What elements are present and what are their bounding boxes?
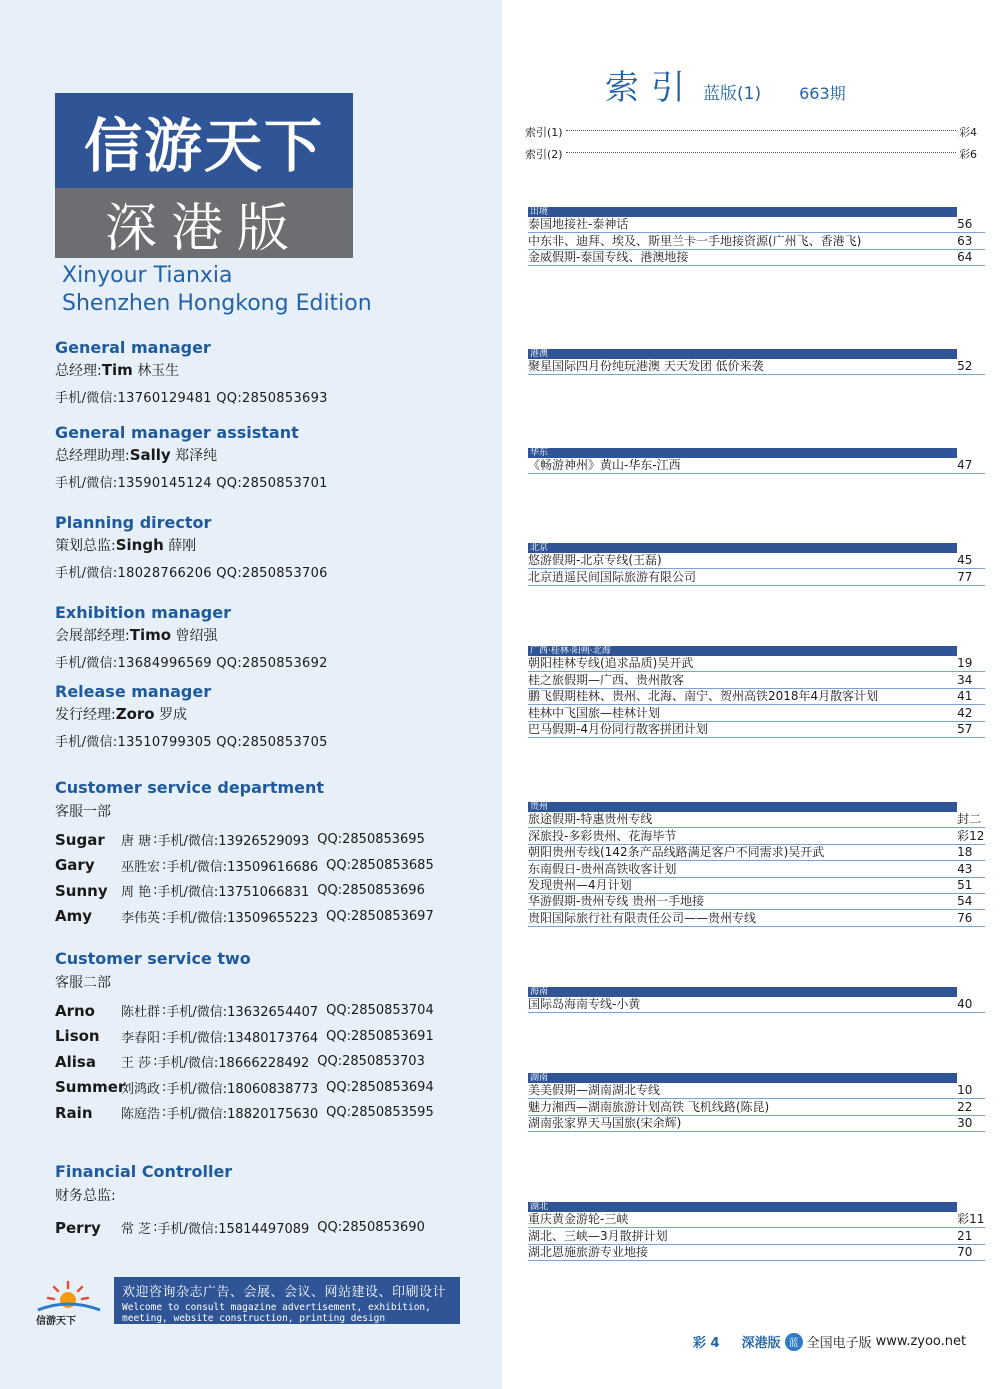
section-header: 贵州 xyxy=(528,802,957,812)
role-contact: 手机/微信:13684996569 QQ:2850853692 xyxy=(55,656,328,671)
index-row[interactable]: 泰国地接社-泰神话 56 xyxy=(528,217,985,233)
blue-badge-icon: 蓝 xyxy=(785,1333,803,1351)
index-row[interactable]: 悠游假期-北京专线(王磊) 45 xyxy=(528,553,985,569)
section-header: 出境 xyxy=(528,207,957,217)
cs-list xyxy=(55,1215,425,1241)
staff-general-manager xyxy=(55,338,328,406)
role-contact: 手机/微信:13760129481 QQ:2850853693 xyxy=(55,391,328,406)
staff-exhibition-manager xyxy=(55,603,328,671)
cs-member: Arno 陈杜群 : 手机/微信:13632654407 QQ:2850853704 xyxy=(55,1001,434,1021)
cs-title: Customer service department xyxy=(55,778,325,797)
index-row[interactable]: 金威假期-泰国专线、港澳地接 64 xyxy=(528,250,985,266)
brand-title-en: Xinyour Tianxia xyxy=(62,263,233,288)
brand-english xyxy=(62,262,372,318)
index-row[interactable]: 美美假期—湖南湖北专线 10 xyxy=(528,1083,985,1099)
section-guangxi xyxy=(528,646,985,738)
cs-sub: 财务总监: xyxy=(55,1188,116,1204)
role-cn: 发行经理:Zoro 罗成 xyxy=(55,705,188,723)
page-footer xyxy=(693,1332,966,1351)
role-en: General manager assistant xyxy=(55,423,299,442)
brand-edition-en: Shenzhen Hongkong Edition xyxy=(62,291,372,316)
staff-planning-director xyxy=(55,513,328,581)
cs-member: Perry 常 芝 : 手机/微信:15814497089 QQ:2850853690 xyxy=(55,1218,425,1238)
index-row[interactable]: 发现贵州—4月计划 51 xyxy=(528,878,985,894)
customer-service-one xyxy=(55,778,434,929)
cs-list xyxy=(55,827,434,929)
section-guizhou xyxy=(528,802,985,927)
index-row[interactable]: 北京逍遥民间国际旅游有限公司 77 xyxy=(528,569,985,585)
cs-member: Rain 陈庭浩 : 手机/微信:18820175630 QQ:2850853595 xyxy=(55,1103,434,1123)
role-cn: 会展部经理:Timo 曾绍强 xyxy=(55,626,218,644)
financial-controller xyxy=(55,1162,425,1241)
page-number: 彩 4 xyxy=(693,1336,720,1351)
section-hk-macau xyxy=(528,349,985,375)
index-issue: 663期 xyxy=(799,84,846,103)
index-row[interactable]: 东南假日-贵州高铁收客计划 43 xyxy=(528,861,985,877)
cs-sub: 客服二部 xyxy=(55,975,111,991)
index-title: 索引 xyxy=(605,68,697,108)
cs-sub: 客服一部 xyxy=(55,804,111,820)
role-cn: 总经理助理:Sally 郑泽纯 xyxy=(55,446,218,464)
section-header: 广西·桂林·阳朔·北海 xyxy=(528,646,957,656)
cs-title: Customer service two xyxy=(55,949,251,968)
footer-cn: 欢迎咨询杂志广告、会展、会议、网站建设、印刷设计 xyxy=(122,1285,447,1300)
index-row[interactable]: 深旅投-多彩贵州、花海毕节 彩12 xyxy=(528,828,985,843)
index-row[interactable]: 湖北恩施旅游专业地接 70 xyxy=(528,1245,985,1261)
cs-list xyxy=(55,998,434,1126)
cs-member: Alisa 王 莎 : 手机/微信:18666228492 QQ:2850853703 xyxy=(55,1052,425,1072)
footer-edition: 深港版 xyxy=(741,1336,781,1351)
index-row[interactable]: 旅途假期-特惠贵州专线 封二 xyxy=(528,812,985,828)
customer-service-two xyxy=(55,949,434,1126)
index-row[interactable]: 朝阳桂林专线(追求品质)吴开武 19 xyxy=(528,656,985,672)
footer-logo-text: 信游天下 xyxy=(36,1316,76,1327)
index-row[interactable]: 桂之旅假期—广西、贵州散客 34 xyxy=(528,672,985,688)
role-contact: 手机/微信:13590145124 QQ:2850853701 xyxy=(55,476,328,491)
brand-logo xyxy=(55,93,353,258)
role-cn: 总经理:Tim 林玉生 xyxy=(55,361,180,379)
role-cn: 策划总监:Singh 薛刚 xyxy=(55,536,197,554)
role-en: General manager xyxy=(55,338,211,357)
footer-logo xyxy=(30,1278,110,1328)
index-toc xyxy=(525,121,977,165)
index-edition: 蓝版(1) xyxy=(703,84,762,104)
section-header: 北京 xyxy=(528,543,957,553)
website-link[interactable]: www.zyoo.net xyxy=(875,1334,967,1349)
section-outbound xyxy=(528,207,985,266)
e-edition-label: 全国电子版 xyxy=(806,1336,872,1351)
index-header xyxy=(605,60,846,109)
index-row[interactable]: 贵阳国际旅行社有限责任公司——贵州专线 76 xyxy=(528,910,985,926)
cs-member: Gary 巫胜宏 : 手机/微信:13509616686 QQ:2850853685 xyxy=(55,856,434,875)
section-hunan xyxy=(528,1073,985,1132)
section-header: 湖南 xyxy=(528,1073,957,1083)
staff-release-manager xyxy=(55,682,328,750)
index-row[interactable]: 国际岛海南专线-小黄 40 xyxy=(528,997,985,1013)
role-en: Release manager xyxy=(55,682,212,701)
cs-member: Sugar 唐 瑭 : 手机/微信:13926529093 QQ:2850853695 xyxy=(55,830,425,850)
index-row[interactable]: 魅力湘西—湖南旅游计划高铁 飞机线路(陈昆) 22 xyxy=(528,1099,985,1115)
role-en: Planning director xyxy=(55,513,212,532)
cs-member: Amy 李伟英 : 手机/微信:13509655223 QQ:2850853697 xyxy=(55,907,434,926)
footer-en: Welcome to consult magazine advertisement, exhibition, meeting, website construction, printing design xyxy=(122,1302,431,1324)
section-header: 海南 xyxy=(528,987,957,997)
brand-title: 信游天下 xyxy=(55,93,353,188)
role-contact: 手机/微信:13510799305 QQ:2850853705 xyxy=(55,735,328,750)
index-row[interactable]: 湖南张家界天马国旅(宋余辉) 30 xyxy=(528,1116,985,1132)
index-row[interactable]: 《畅游神州》黄山-华东-江西 47 xyxy=(528,458,985,474)
index-row[interactable]: 鹏飞假期桂林、贵州、北海、南宁、贺州高铁2018年4月散客计划 41 xyxy=(528,689,985,705)
role-en: Exhibition manager xyxy=(55,603,231,622)
index-row[interactable]: 重庆黄金游轮-三峡 彩11 xyxy=(528,1212,985,1227)
index-row[interactable]: 桂林中飞国旅—桂林计划 42 xyxy=(528,705,985,721)
toc-row[interactable]: 索引(1) 彩4 xyxy=(525,126,977,139)
section-header: 华东 xyxy=(528,448,957,458)
toc-row[interactable]: 索引(2) 彩6 xyxy=(525,148,977,161)
index-row[interactable]: 巴马假期-4月份同行散客拼团计划 57 xyxy=(528,722,985,738)
cs-member: Sunny 周 艳 : 手机/微信:13751066831 QQ:2850853696 xyxy=(55,881,425,901)
cs-member: Lison 李春阳 : 手机/微信:13480173764 QQ:2850853691 xyxy=(55,1027,434,1046)
section-east-china xyxy=(528,448,985,474)
index-row[interactable]: 华游假期-贵州专线 贵州一手地接 54 xyxy=(528,894,985,910)
cs-title: Financial Controller xyxy=(55,1162,233,1181)
index-row[interactable]: 朝阳贵州专线(142条产品线路满足客户不同需求)吴开武 18 xyxy=(528,845,985,861)
staff-gm-assistant xyxy=(55,423,328,491)
index-row[interactable]: 聚星国际四月份纯玩港澳 天天发团 低价来袭 52 xyxy=(528,359,985,375)
footer-ad-box xyxy=(114,1277,460,1324)
cs-member: Summer 刘鸿政 : 手机/微信:18060838773 QQ:2850853694 xyxy=(55,1078,434,1097)
role-contact: 手机/微信:18028766206 QQ:2850853706 xyxy=(55,566,328,581)
section-beijing xyxy=(528,543,985,586)
brand-edition: 深港版 xyxy=(55,188,353,258)
section-hainan xyxy=(528,987,985,1013)
section-hubei xyxy=(528,1202,985,1261)
index-row[interactable]: 湖北、三峡—3月散拼计划 21 xyxy=(528,1228,985,1244)
index-row[interactable]: 中东非、迪拜、埃及、斯里兰卡一手地接资源(广州飞、香港飞) 63 xyxy=(528,233,985,249)
section-header: 港澳 xyxy=(528,349,957,359)
section-header: 湖北 xyxy=(528,1202,957,1212)
